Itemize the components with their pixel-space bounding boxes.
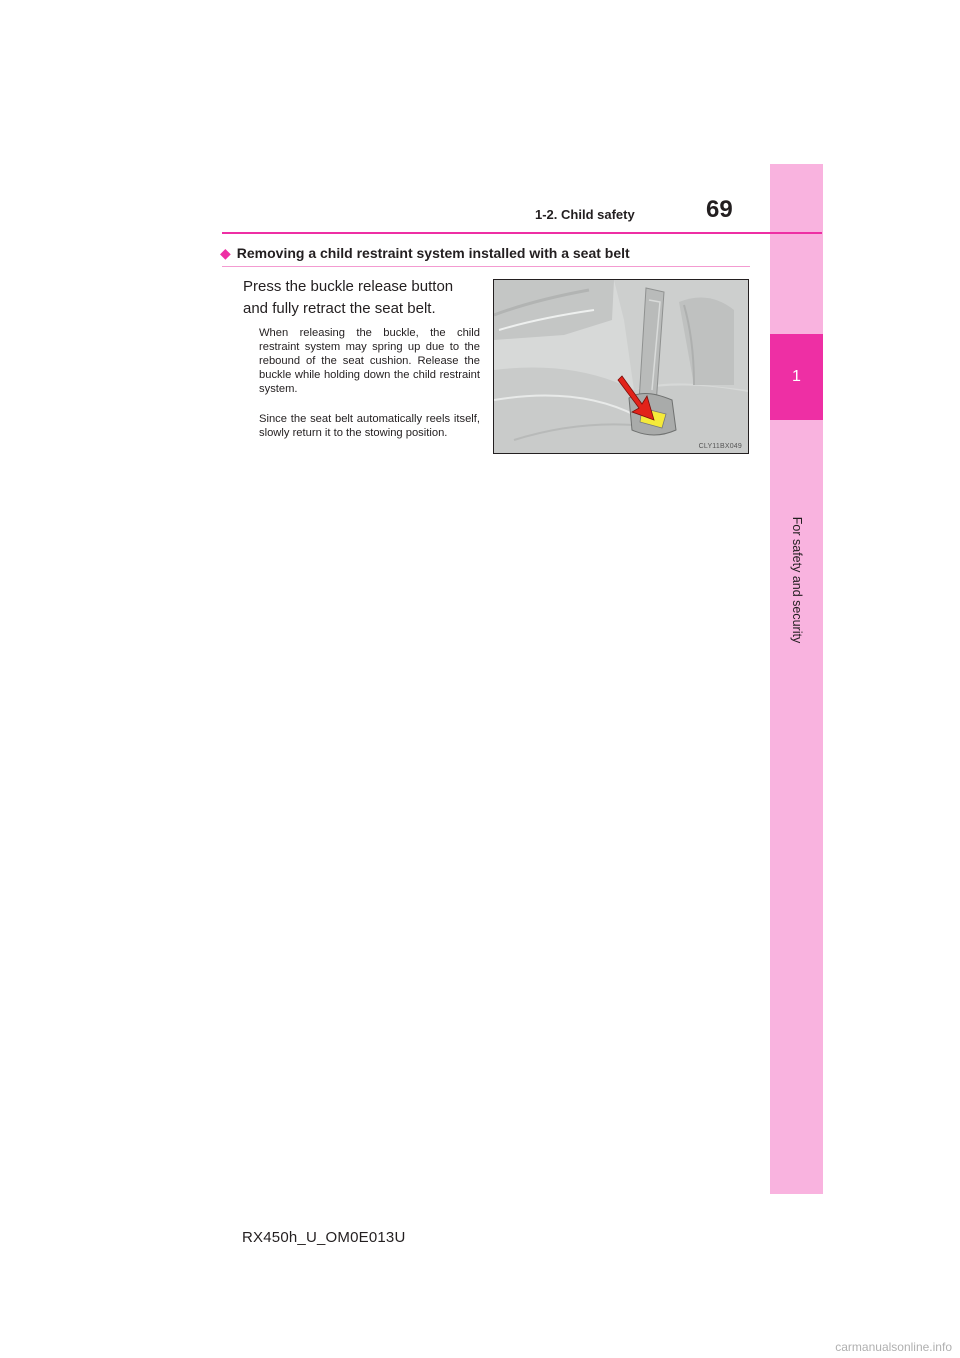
watermark: carmanualsonline.info bbox=[835, 1340, 952, 1354]
instruction-text: Press the buckle release button and fully retract the seat belt. bbox=[243, 278, 454, 317]
note-buckle-release: When releasing the buckle, the child restraint system may spring up due to the rebound of the seat cushion. Release the buckle while holding down the child restraint system. bbox=[259, 327, 480, 395]
chapter-title: For safety and security bbox=[790, 516, 804, 644]
figure-code: CLY11BX049 bbox=[698, 443, 742, 450]
chapter-side-tab bbox=[770, 164, 823, 1194]
header-rule bbox=[222, 232, 822, 234]
manual-code: RX450h_U_OM0E013U bbox=[242, 1229, 406, 1246]
diamond-bullet-icon: ◆ bbox=[220, 245, 231, 261]
section-heading-text: Removing a child restraint system installed with a seat belt bbox=[236, 245, 630, 261]
running-header-section: 1-2. Child safety bbox=[535, 207, 635, 222]
chapter-number-box bbox=[770, 334, 823, 420]
seat-belt-buckle-illustration bbox=[493, 279, 749, 454]
section-heading bbox=[220, 245, 630, 262]
section-rule bbox=[222, 266, 750, 267]
note-belt-retract: Since the seat belt automatically reels itself, slowly return it to the stowing position. bbox=[259, 413, 480, 439]
chapter-number: 1 bbox=[792, 368, 801, 385]
seat-belt-buckle-drawing bbox=[494, 280, 748, 453]
page-number: 69 bbox=[706, 196, 733, 223]
